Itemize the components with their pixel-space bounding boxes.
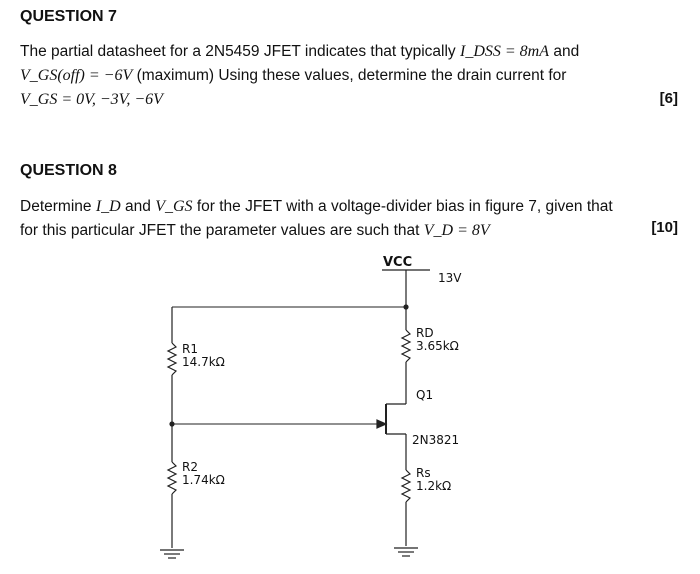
vgs-values-expression: V_GS = 0V, −3V, −6V [20,91,163,108]
question-7-heading: QUESTION 7 [20,8,117,25]
r2-resistor [168,462,176,494]
rd-value: 3.65kΩ [416,339,459,353]
rd-name: RD [416,326,434,340]
idss-expression: I_DSS = 8mA [460,43,550,60]
r2-name: R2 [182,460,198,474]
r1-name: R1 [182,342,198,356]
r2-value: 1.74kΩ [182,473,225,487]
vgs-symbol: V_GS [155,198,193,215]
vcc-value: 13V [438,271,462,285]
r1-value: 14.7kΩ [182,355,225,369]
rs-resistor [402,470,410,502]
rs-name: Rs [416,466,431,480]
ground-left [160,550,184,558]
r1-resistor [168,343,176,375]
vd-expression: V_D = 8V [423,222,490,239]
question-8-marks: [10] [651,219,678,236]
q7-line-1: The partial datasheet for a 2N5459 JFET indicates that typically I_DSS = 8mA and [20,43,580,60]
question-8-heading: QUESTION 8 [20,162,117,179]
q8-line-2: for this particular JFET the parameter values are such that V_D = 8V [20,222,490,239]
ground-right [394,548,418,556]
question-7-marks: [6] [659,90,678,107]
q1-name: Q1 [416,388,434,402]
vcc-label: VCC [383,255,413,270]
q8-line-1: Determine I_D and V_GS for the JFET with a voltage-divider bias in figure 7, given that [20,198,613,215]
vgs-off-expression: V_GS(off) = −6V [20,67,133,84]
q1-part: 2N3821 [412,433,460,447]
rd-resistor [402,330,410,362]
rs-value: 1.2kΩ [416,479,452,493]
gate-arrow [377,420,386,428]
q7-line-2: V_GS(off) = −6V (maximum) Using these values, determine the drain current for [20,67,567,84]
id-symbol: I_D [95,198,121,215]
